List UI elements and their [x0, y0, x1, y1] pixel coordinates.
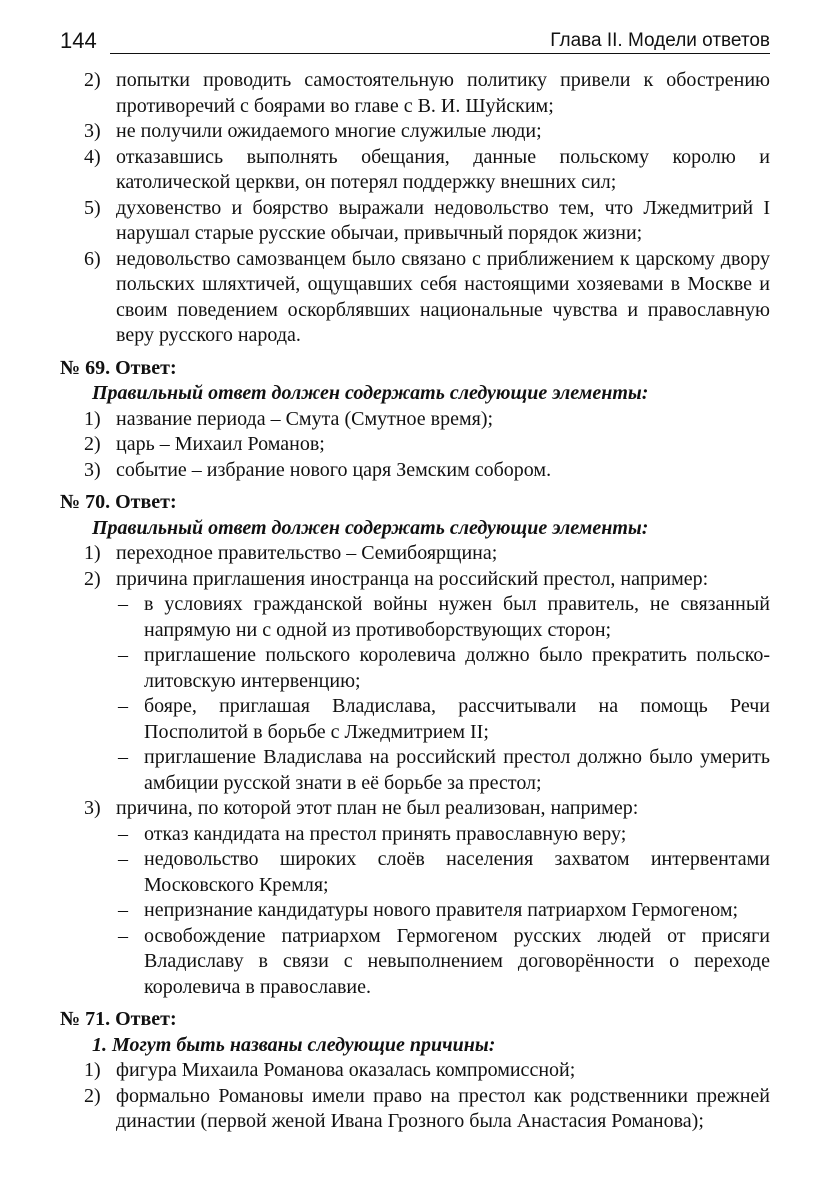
list-item [60, 145, 770, 196]
item-number: 1) [84, 1059, 101, 1081]
dash-bullet: – [118, 924, 128, 947]
item-text: попытки проводить самостоятельную политику привели к обострению противоречий с боярами во главе с В. И. Шуйским; [116, 69, 770, 117]
sub-list-item [60, 822, 770, 848]
page-number: 144 [60, 28, 97, 53]
list-item [60, 407, 770, 433]
item-number: 1) [84, 407, 101, 430]
list-item [60, 1058, 770, 1084]
item-text: отказавшись выполнять обещания, данные польскому королю и католической церкви, он потерял поддержку внешних сил; [116, 145, 770, 193]
list-item [60, 119, 770, 145]
item-number: 4) [84, 145, 101, 168]
item-number: 2) [84, 1084, 101, 1107]
item-text: название периода – Смута (Смутное время); [116, 407, 494, 430]
list-item [60, 68, 770, 119]
sub-list-item [60, 592, 770, 643]
list-item [60, 247, 770, 349]
item-text: формально Романовы имели право на престол как родственники прежней династии (первой женой Ивана Грозного была Анастасия Романова); [116, 1084, 770, 1132]
answer-heading: № 70. Ответ: [60, 491, 177, 513]
item-text: причина, по которой этот план не был реализован, например: [116, 797, 639, 819]
item-text: недовольство самозванцем было связано с приближением к царскому двору польских шляхтичей, ощущавших себя настоящими хозяевами в Москве и своим поведением оскорблявших национальные чувства и православную веру русского народа. [116, 247, 770, 346]
list-item [60, 432, 770, 458]
dash-bullet: – [118, 822, 128, 845]
answer-heading: № 71. Ответ: [60, 1008, 177, 1030]
item-text: не получили ожидаемого многие служилые люди; [116, 120, 542, 142]
item-text: недовольство широких слоёв населения захватом интервентами Московского Кремля; [144, 848, 770, 896]
dash-bullet: – [118, 593, 128, 615]
list-item [60, 796, 770, 822]
sub-list-item [60, 847, 770, 898]
dash-bullet: – [118, 746, 128, 768]
item-text: освобождение патриархом Гермогеном русских людей от присяги Владиславу в связи с невыполнением договорённости о переходе королевича в православие. [144, 924, 770, 998]
item-number: 1) [84, 542, 101, 564]
answer-71 [60, 1007, 770, 1135]
item-number: 3) [84, 120, 101, 142]
item-number: 3) [84, 797, 101, 819]
dash-bullet: – [118, 644, 128, 666]
answer-69 [60, 356, 770, 484]
item-text: духовенство и боярство выражали недовольство тем, что Лжедмитрий I нарушал старые русские обычаи, привычный порядок жизни; [116, 196, 770, 244]
answer-lead: Правильный ответ должен содержать следующие элементы: [92, 382, 649, 404]
sub-list-item [60, 694, 770, 745]
dash-bullet: – [118, 848, 128, 870]
sub-list-item [60, 898, 770, 924]
sub-list-item [60, 924, 770, 1001]
item-text: в условиях гражданской войны нужен был правитель, не связанный напрямую ни с одной из противоборствующих сторон; [144, 593, 770, 641]
item-text: бояре, приглашая Владислава, рассчитывали на помощь Речи Посполитой в борьбе с Лжедмитрием II; [144, 695, 770, 743]
list-item [60, 196, 770, 247]
item-number: 3) [84, 458, 101, 481]
item-number: 2) [84, 69, 101, 91]
item-number: 2) [84, 433, 101, 455]
item-text: причина приглашения иностранца на российский престол, например: [116, 567, 709, 590]
list-item [60, 1084, 770, 1135]
page-content [60, 68, 770, 1135]
item-text: событие – избрание нового царя Земским собором. [116, 458, 552, 481]
item-number: 2) [84, 567, 101, 590]
list-item [60, 541, 770, 567]
sub-list-item [60, 643, 770, 694]
list-item [60, 458, 770, 484]
list-item [60, 567, 770, 593]
page-header [60, 22, 770, 56]
item-text: царь – Михаил Романов; [116, 433, 325, 455]
sub-list-item [60, 745, 770, 796]
item-text: переходное правительство – Семибоярщина; [116, 542, 498, 564]
continued-list [60, 68, 770, 349]
answer-70 [60, 490, 770, 1000]
chapter-title: Глава II. Модели ответов [550, 30, 770, 51]
item-text: непризнание кандидатуры нового правителя патриархом Гермогеном; [144, 899, 739, 921]
answer-lead: Правильный ответ должен содержать следующие элементы: [92, 516, 649, 539]
header-rule [110, 53, 770, 54]
item-number: 5) [84, 196, 101, 219]
dash-bullet: – [118, 695, 128, 717]
item-text: отказ кандидата на престол принять православную веру; [144, 822, 627, 845]
item-text: приглашение Владислава на российский престол должно было умерить амбиции русской знати в её борьбе за престол; [144, 746, 770, 794]
item-text: приглашение польского королевича должно было прекратить польско-литовскую интервенцию; [144, 644, 770, 692]
answer-heading: № 69. Ответ: [60, 356, 177, 379]
item-text: фигура Михаила Романова оказалась компромиссной; [116, 1059, 576, 1081]
item-number: 6) [84, 247, 101, 270]
answer-lead: 1. Могут быть названы следующие причины: [92, 1033, 496, 1056]
dash-bullet: – [118, 899, 128, 921]
